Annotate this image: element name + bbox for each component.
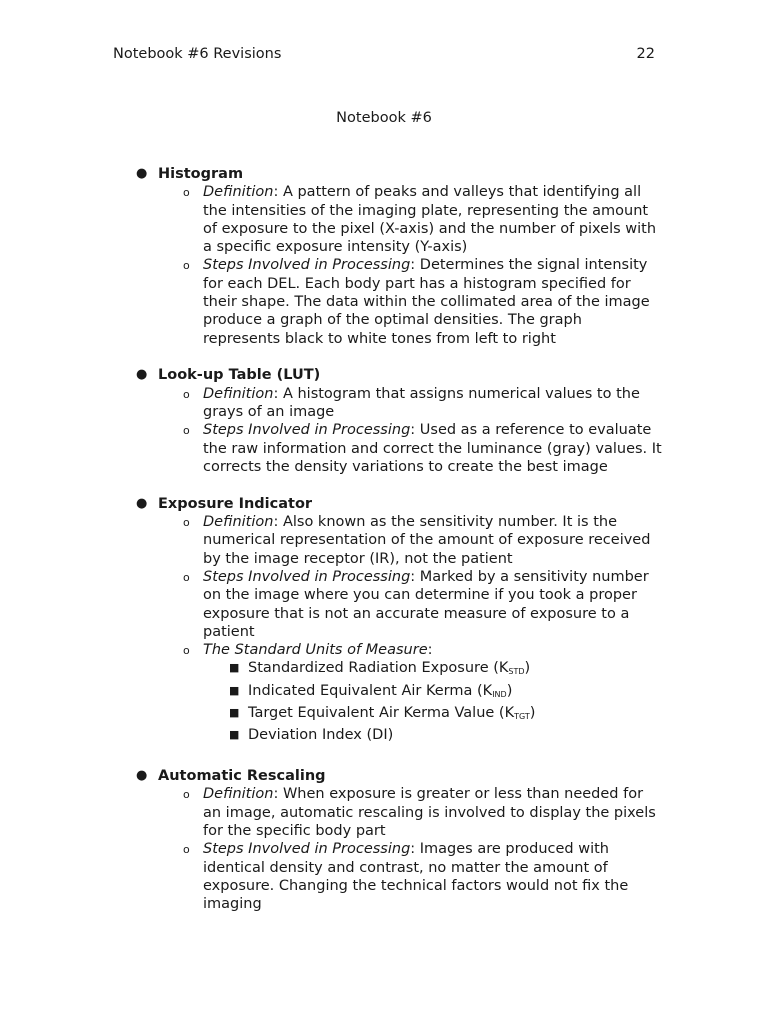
item-text: : Determines the signal intensity for each DEL. Each body part has a histogram specified for their shape. The data within the collimated area of the image produce a graph of the optimal densities. The graph represents black to white tones from left to right: [203, 257, 650, 347]
section-exposure-indicator: [136, 495, 663, 749]
item-label: Definition: [203, 786, 274, 803]
item-label: Steps Involved in Processing: [203, 422, 411, 439]
unit-item: [158, 704, 663, 726]
section-title: Look-up Table (LUT): [158, 367, 321, 384]
unit-text: Indicated Equivalent Air Kerma (K: [248, 682, 493, 699]
section-lut: [136, 366, 663, 476]
unit-subscript: IND: [492, 689, 507, 699]
page-number: 22: [636, 46, 655, 62]
circle-bullet-icon: o: [183, 788, 190, 802]
section-title: Histogram: [158, 166, 244, 182]
item-text: : Also known as the sensitivity number. It is the numerical representation of the amount of exposure received by the image receptor (IR), not the patient: [203, 514, 651, 567]
item-label: Steps Involved in Processing: [203, 257, 411, 274]
circle-bullet-icon: o: [183, 259, 190, 273]
unit-subscript: STD: [508, 667, 525, 677]
list-item: [158, 840, 663, 913]
section-histogram: [136, 165, 663, 348]
item-label: Steps Involved in Processing: [203, 568, 411, 585]
item-label: The Standard Units of Measure: [203, 642, 428, 659]
square-bullet-icon: ■: [229, 661, 240, 675]
bullet-icon: ●: [136, 367, 148, 383]
running-header: Notebook #6 Revisions: [113, 46, 282, 62]
square-bullet-icon: ■: [229, 683, 240, 697]
circle-bullet-icon: o: [183, 843, 190, 857]
item-text: : A pattern of peaks and valleys that identifying all the intensities of the imaging plate, representing the amount of exposure to the pixel (X-axis) and the number of pixels with a specific exposure intensity (Y-axis): [203, 184, 657, 256]
unit-text: Standardized Radiation Exposure (K: [248, 660, 509, 677]
square-bullet-icon: ■: [229, 706, 240, 720]
item-text: : When exposure is greater or less than needed for an image, automatic rescaling is involved to display the pixels for the specific body part: [203, 786, 656, 839]
section-title: Exposure Indicator: [158, 495, 313, 512]
bullet-icon: ●: [136, 495, 148, 511]
unit-close: ): [524, 660, 531, 677]
bullet-icon: ●: [136, 166, 148, 181]
unit-close: ): [506, 682, 513, 699]
unit-item: [158, 682, 663, 704]
item-label: Steps Involved in Processing: [203, 841, 411, 858]
item-text: :: [427, 642, 433, 659]
list-item: [158, 568, 663, 641]
circle-bullet-icon: o: [183, 186, 190, 200]
unit-item: [158, 659, 663, 681]
unit-item: [158, 726, 663, 748]
notes-content: [136, 165, 663, 932]
list-item: [158, 785, 663, 840]
item-label: Definition: [203, 514, 274, 531]
list-item: [158, 385, 663, 422]
circle-bullet-icon: o: [183, 570, 190, 584]
list-item: [158, 183, 663, 256]
unit-close: ): [529, 705, 536, 722]
circle-bullet-icon: o: [183, 516, 190, 530]
list-item: [158, 421, 663, 476]
list-item: [158, 641, 663, 659]
circle-bullet-icon: o: [183, 644, 190, 658]
item-label: Definition: [203, 184, 274, 201]
square-bullet-icon: ■: [229, 728, 240, 742]
unit-text: Target Equivalent Air Kerma Value (K: [248, 705, 515, 722]
document-title: Notebook #6: [336, 110, 432, 126]
circle-bullet-icon: o: [183, 387, 190, 401]
section-title: Automatic Rescaling: [158, 768, 326, 785]
item-text: : Marked by a sensitivity number on the image where you can determine if you took a proper exposure that is not an accurate measure of exposure to a patient: [203, 568, 649, 640]
list-item: [158, 513, 663, 568]
item-label: Definition: [203, 385, 274, 402]
unit-text: Deviation Index (DI): [248, 727, 394, 744]
section-automatic-rescaling: [136, 767, 663, 913]
list-item: [158, 256, 663, 347]
bullet-icon: ●: [136, 768, 148, 784]
circle-bullet-icon: o: [183, 424, 190, 438]
item-text: : A histogram that assigns numerical values to the grays of an image: [203, 385, 640, 421]
item-text: : Used as a reference to evaluate the raw information and correct the luminance (gray) values. It corrects the density variations to create the best image: [203, 422, 662, 475]
unit-subscript: TGT: [514, 712, 530, 722]
item-text: : Images are produced with identical density and contrast, no matter the amount of exposure. Changing the technical factors would not fix the imaging: [203, 841, 629, 913]
